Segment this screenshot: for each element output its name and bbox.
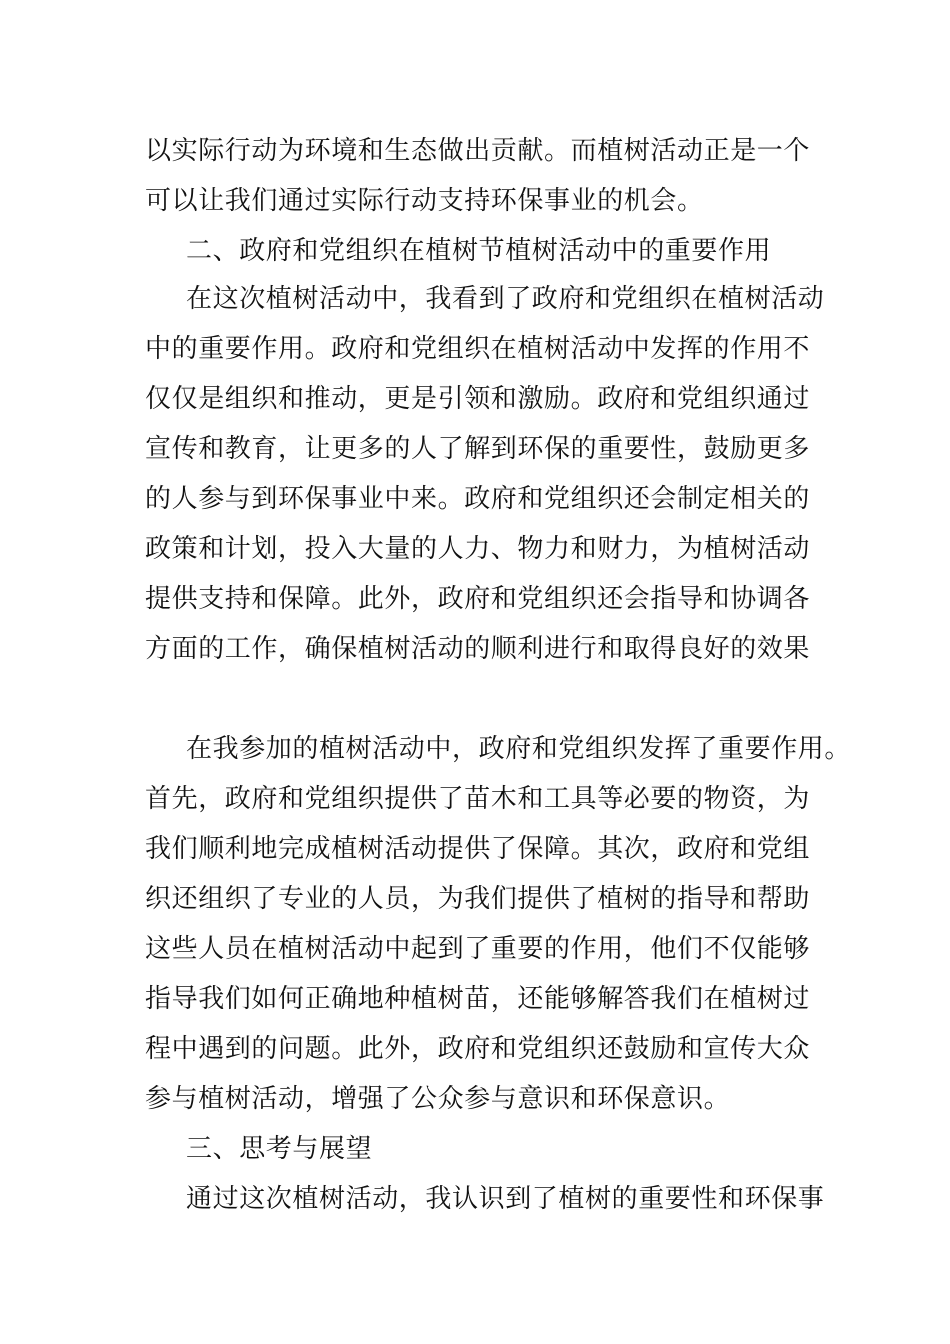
text-line: 通过这次植树活动，我认识到了植树的重要性和环保事 — [186, 1184, 825, 1214]
text-line: 可以让我们通过实际行动支持环保事业的机会。 — [145, 186, 704, 216]
text-line: 在我参加的植树活动中，政府和党组织发挥了重要作用。 — [186, 734, 852, 764]
text-line: 政策和计划，投入大量的人力、物力和财力，为植树活动 — [145, 534, 811, 564]
text-line: 方面的工作，确保植树活动的顺利进行和取得良好的效果 — [145, 634, 811, 664]
text-line: 提供支持和保障。此外，政府和党组织还会指导和协调各 — [145, 584, 811, 614]
text-line: 首先，政府和党组织提供了苗木和工具等必要的物资，为 — [145, 784, 811, 814]
text-line: 仅仅是组织和推动，更是引领和激励。政府和党组织通过 — [145, 384, 811, 414]
text-line: 以实际行动为环境和生态做出贡献。而植树活动正是一个 — [145, 136, 811, 166]
text-line: 参与植树活动，增强了公众参与意识和环保意识。 — [145, 1084, 731, 1114]
text-line: 指导我们如何正确地种植树苗，还能够解答我们在植树过 — [145, 984, 811, 1014]
text-line: 中的重要作用。政府和党组织在植树活动中发挥的作用不 — [145, 334, 811, 364]
text-line: 织还组织了专业的人员，为我们提供了植树的指导和帮助 — [145, 884, 811, 914]
text-line: 我们顺利地完成植树活动提供了保障。其次，政府和党组 — [145, 834, 811, 864]
text-line: 宣传和教育，让更多的人了解到环保的重要性，鼓励更多 — [145, 434, 811, 464]
text-line: 的人参与到环保事业中来。政府和党组织还会制定相关的 — [145, 484, 811, 514]
section-heading: 二、政府和党组织在植树节植树活动中的重要作用 — [186, 236, 772, 266]
section-heading: 三、思考与展望 — [186, 1134, 373, 1164]
text-line: 在这次植树活动中，我看到了政府和党组织在植树活动 — [186, 284, 825, 314]
text-line: 这些人员在植树活动中起到了重要的作用，他们不仅能够 — [145, 934, 811, 964]
text-line: 程中遇到的问题。此外，政府和党组织还鼓励和宣传大众 — [145, 1034, 811, 1064]
